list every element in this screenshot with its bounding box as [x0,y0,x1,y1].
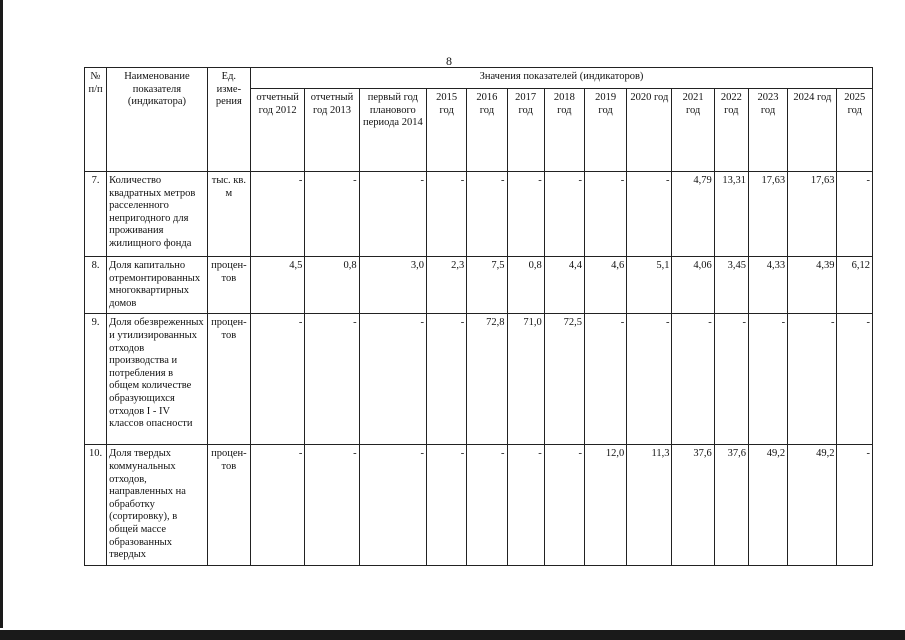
header-year: 2024 год [788,89,837,172]
page-number: 8 [446,54,452,68]
header-year: 2019 год [584,89,626,172]
header-year: 2017 год [507,89,544,172]
value-cell: 4,5 [250,257,304,314]
row-name: Доля обезвреженных и утилизированных отходов производства и потребления в общем количестве образующихся отходов I - IV классов опасности [107,314,208,445]
header-unit: Ед. изме-рения [207,68,250,172]
value-cell: 17,63 [748,172,787,257]
value-cell: - [467,172,507,257]
value-cell: 4,33 [748,257,787,314]
header-values-title: Значения показателей (индикаторов) [250,68,872,89]
table-row [85,172,873,257]
row-unit: тыс. кв. м [207,172,250,257]
value-cell: 13,31 [714,172,748,257]
header-year: 2022 год [714,89,748,172]
row-name: Доля твердых коммунальных отходов, направленных на обработку (сортировку), в общей массе образованных твердых [107,445,208,566]
value-cell: 37,6 [672,445,714,566]
value-cell: 37,6 [714,445,748,566]
value-cell: - [788,314,837,445]
table-row [85,314,873,445]
value-cell: - [427,172,467,257]
row-unit: процен-тов [207,445,250,566]
value-cell: 17,63 [788,172,837,257]
value-cell: - [544,445,584,566]
header-year: 2023 год [748,89,787,172]
value-cell: - [748,314,787,445]
value-cell: 0,8 [305,257,359,314]
value-cell: 71,0 [507,314,544,445]
value-cell: - [544,172,584,257]
value-cell: 5,1 [627,257,672,314]
value-cell: 7,5 [467,257,507,314]
value-cell: - [359,172,426,257]
value-cell: 6,12 [837,257,873,314]
header-year: отчетный год 2012 [250,89,304,172]
row-unit: процен-тов [207,257,250,314]
value-cell: - [250,314,304,445]
value-cell: 72,5 [544,314,584,445]
table-row [85,445,873,566]
header-year: 2020 год [627,89,672,172]
header-year: 2018 год [544,89,584,172]
value-cell: - [250,172,304,257]
value-cell: 4,79 [672,172,714,257]
header-year: 2015 год [427,89,467,172]
value-cell: 4,6 [584,257,626,314]
header-year: 2016 год [467,89,507,172]
value-cell: 4,39 [788,257,837,314]
header-num: № п/п [85,68,107,172]
value-cell: 3,45 [714,257,748,314]
value-cell: 72,8 [467,314,507,445]
table-row [85,257,873,314]
header-year: первый год планового периода 2014 [359,89,426,172]
value-cell: - [305,172,359,257]
row-num: 10. [85,445,107,566]
row-num: 9. [85,314,107,445]
value-cell: - [507,172,544,257]
value-cell: - [627,172,672,257]
header-name: Наименование показателя (индикатора) [107,68,208,172]
value-cell: - [305,445,359,566]
row-name: Доля капитально отремонтированных многоквартирных домов [107,257,208,314]
header-year: 2021 год [672,89,714,172]
value-cell: - [837,314,873,445]
value-cell: - [837,172,873,257]
value-cell: - [507,445,544,566]
row-unit: процен-тов [207,314,250,445]
value-cell: 49,2 [748,445,787,566]
row-num: 7. [85,172,107,257]
value-cell: - [627,314,672,445]
value-cell: - [250,445,304,566]
header-year: отчетный год 2013 [305,89,359,172]
value-cell: - [837,445,873,566]
value-cell: - [427,314,467,445]
header-row-top [85,68,873,89]
value-cell: 12,0 [584,445,626,566]
value-cell: - [305,314,359,445]
value-cell: - [467,445,507,566]
indicators-table [84,67,873,566]
value-cell: 11,3 [627,445,672,566]
value-cell: - [427,445,467,566]
value-cell: - [359,445,426,566]
scan-edge-bottom [0,630,905,640]
value-cell: 2,3 [427,257,467,314]
value-cell: 0,8 [507,257,544,314]
value-cell: - [714,314,748,445]
value-cell: - [672,314,714,445]
value-cell: - [584,314,626,445]
value-cell: - [359,314,426,445]
value-cell: 3,0 [359,257,426,314]
row-num: 8. [85,257,107,314]
value-cell: 49,2 [788,445,837,566]
scan-edge-left [0,0,3,628]
header-year: 2025 год [837,89,873,172]
row-name: Количество квадратных метров расселенного непригодного для проживания жилищного фонда [107,172,208,257]
value-cell: 4,06 [672,257,714,314]
value-cell: - [584,172,626,257]
value-cell: 4,4 [544,257,584,314]
